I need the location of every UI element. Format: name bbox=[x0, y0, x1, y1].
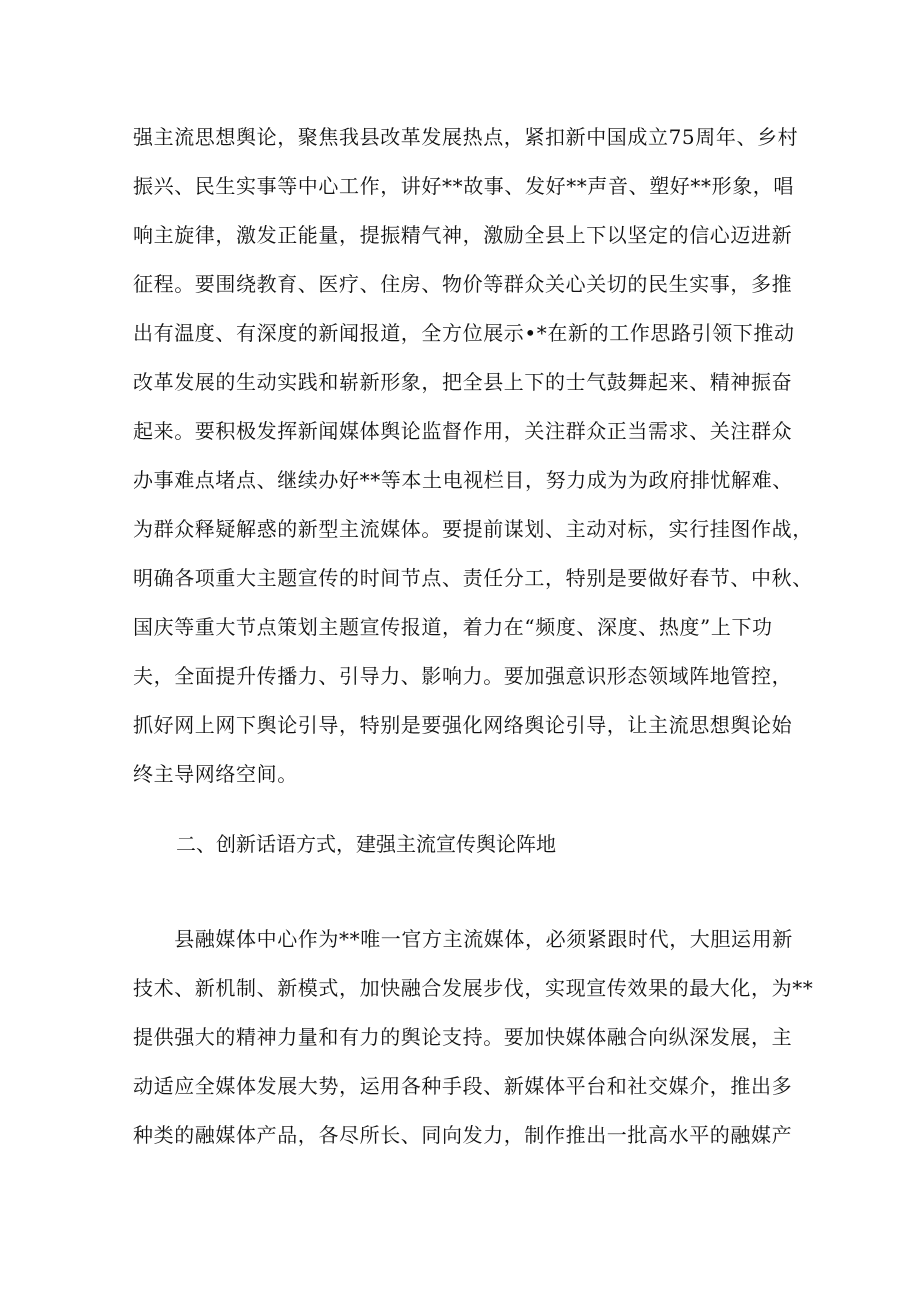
text-line: 起来。要积极发挥新闻媒体舆论监督作用，关注群众正当需求、关注群众 bbox=[133, 419, 793, 443]
paragraph bbox=[133, 915, 813, 1160]
text-line: 明确各项重大主题宣传的时间节点、责任分工，特别是要做好春节、中秋、 bbox=[133, 566, 813, 590]
text-line: 出有温度、有深度的新闻报道，全方位展示•*在新的工作思路引领下推动 bbox=[133, 321, 795, 345]
text-line: 响主旋律，激发正能量，提振精气神，激励全县上下以坚定的信心迈进新 bbox=[133, 223, 793, 247]
text-line: 为群众释疑解惑的新型主流媒体。要提前谋划、主动对标，实行挂图作战， bbox=[133, 517, 813, 541]
text-line: 县融媒体中心作为**唯一官方主流媒体，必须紧跟时代，大胆运用新 bbox=[133, 927, 793, 951]
text-line: 办事难点堵点、继续办好**等本土电视栏目，努力成为为政府排忧解难、 bbox=[133, 468, 793, 492]
text-line: 改革发展的生动实践和崭新形象，把全县上下的士气鼓舞起来、精神振奋 bbox=[133, 370, 793, 394]
text-line: 国庆等重大节点策划主题宣传报道，着力在“频度、深度、热度”上下功 bbox=[133, 615, 773, 639]
text-line: 动适应全媒体发展大势，运用各种手段、新媒体平台和社交媒介，推出多 bbox=[133, 1074, 793, 1098]
text-line: 终主导网络空间。 bbox=[133, 762, 298, 786]
text-line: 抓好网上网下舆论引导，特别是要强化网络舆论引导，让主流思想舆论始 bbox=[133, 713, 793, 737]
text-line: 提供强大的精神力量和有力的舆论支持。要加快媒体融合向纵深发展，主 bbox=[133, 1025, 793, 1049]
paragraph-continuation bbox=[133, 113, 813, 799]
text-line: 技术、新机制、新模式，加快融合发展步伐，实现宣传效果的最大化，为** bbox=[133, 976, 814, 1000]
text-line: 种类的融媒体产品，各尽所长、同向发力，制作推出一批高水平的融媒产 bbox=[133, 1123, 793, 1147]
text-line: 振兴、民生实事等中心工作，讲好**故事、发好**声音、塑好**形象，唱 bbox=[133, 174, 794, 198]
text-line: 征程。要围绕教育、医疗、住房、物价等群众关心关切的民生实事，多推 bbox=[133, 272, 793, 296]
section-heading: 二、创新话语方式，建强主流宣传舆论阵地 bbox=[176, 832, 556, 856]
text-line: 夫，全面提升传播力、引导力、影响力。要加强意识形态领域阵地管控， bbox=[133, 664, 793, 688]
text-line: 强主流思想舆论，聚焦我县改革发展热点，紧扣新中国成立75周年、乡村 bbox=[133, 125, 799, 149]
